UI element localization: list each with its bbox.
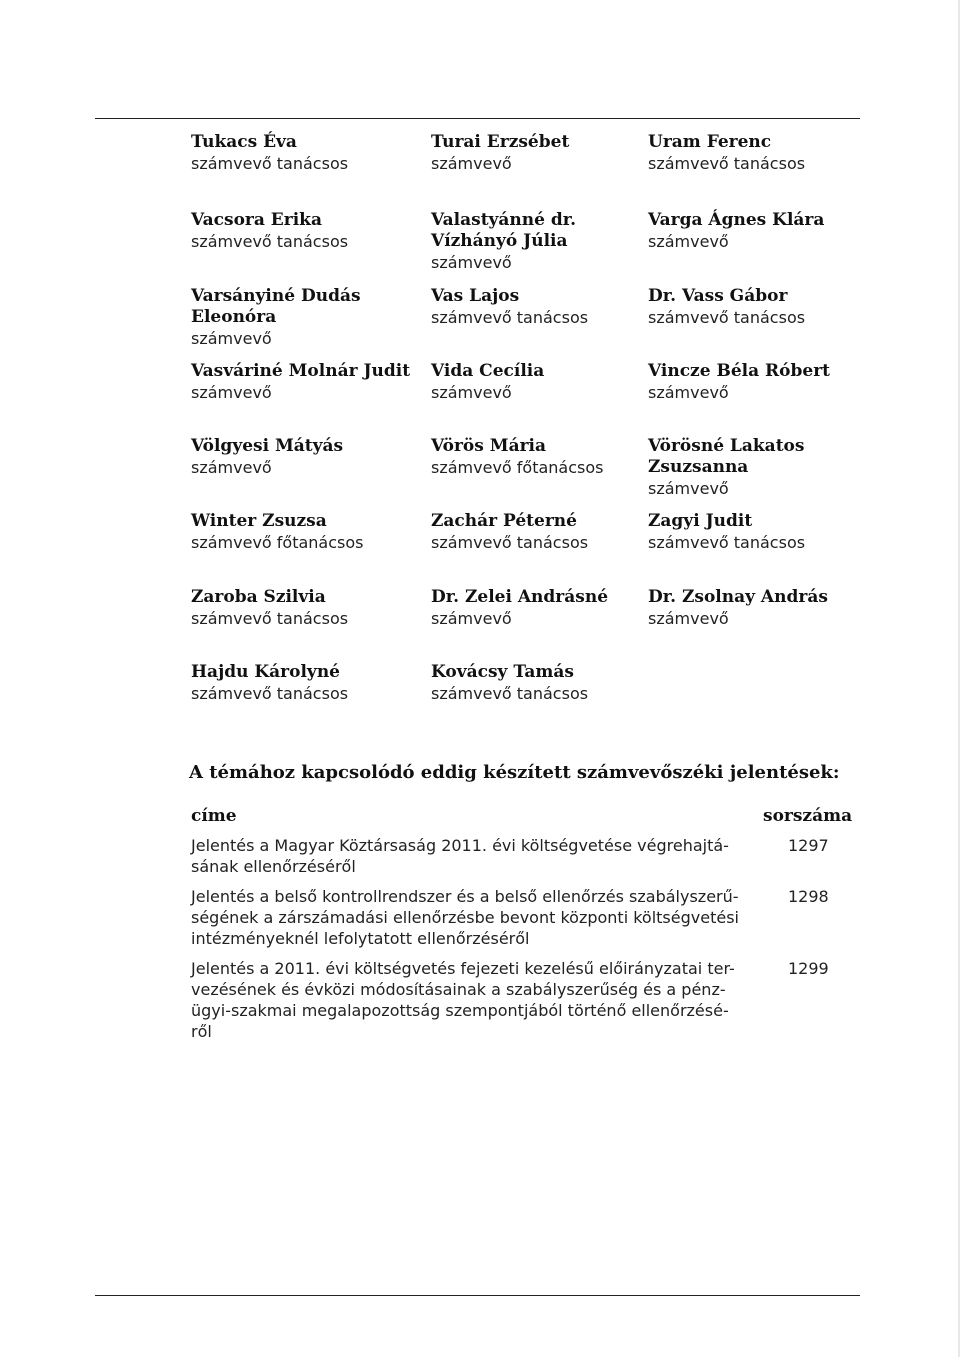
staff-entry xyxy=(191,587,426,629)
staff-entry xyxy=(648,587,883,629)
staff-name: Zagyi Judit xyxy=(648,511,753,531)
staff-role: számvevő tanácsos xyxy=(648,154,806,173)
staff-entry xyxy=(648,511,883,553)
staff-entry xyxy=(191,511,426,553)
staff-entry xyxy=(191,132,426,174)
staff-entry xyxy=(431,361,666,403)
staff-name: Zaroba Szilvia xyxy=(191,587,326,607)
staff-role: számvevő tanácsos xyxy=(431,533,589,552)
staff-name: Dr. Vass Gábor xyxy=(648,286,788,306)
staff-role: számvevő tanácsos xyxy=(431,308,589,327)
staff-role: számvevő xyxy=(191,383,272,402)
staff-entry xyxy=(431,436,666,478)
staff-entry xyxy=(431,132,666,174)
staff-name: Uram Ferenc xyxy=(648,132,772,152)
staff-role: számvevő főtanácsos xyxy=(191,533,364,552)
staff-name: Hajdu Károlyné xyxy=(191,662,340,682)
staff-name: Völgyesi Mátyás xyxy=(191,436,344,456)
staff-role: számvevő tanácsos xyxy=(191,609,349,628)
report-title: Jelentés a 2011. évi költségvetés fejezeti kezelésű előirányzatai ter- vezésének és évközi módosításainak a szabályszerűség és a pénz- ügyi-szakmai megalapozottság szempontjából történő ellenőrzésé- ről xyxy=(191,959,735,1041)
staff-role: számvevő tanácsos xyxy=(191,154,349,173)
staff-name: Vas Lajos xyxy=(431,286,520,306)
staff-name: Dr. Zelei Andrásné xyxy=(431,587,609,607)
reports-heading: A témához kapcsolódó eddig készített számvevőszéki jelentések: xyxy=(189,762,840,783)
staff-entry xyxy=(191,662,426,704)
staff-name: Dr. Zsolnay András xyxy=(648,587,828,607)
staff-entry xyxy=(431,286,666,328)
staff-entry xyxy=(191,436,426,478)
staff-role: számvevő xyxy=(648,383,729,402)
staff-entry xyxy=(431,587,666,629)
bottom-rule xyxy=(95,1295,860,1296)
staff-name: Vida Cecília xyxy=(431,361,545,381)
staff-name: Vörösné Lakatos Zsuzsanna xyxy=(648,436,805,477)
staff-role: számvevő tanácsos xyxy=(191,684,349,703)
report-title: Jelentés a Magyar Köztársaság 2011. évi költségvetése végrehajtá- sának ellenőrzéséről xyxy=(191,836,729,876)
staff-name: Zachár Péterné xyxy=(431,511,577,531)
top-rule xyxy=(95,118,860,119)
staff-role: számvevő xyxy=(431,383,512,402)
staff-role: számvevő xyxy=(648,479,729,498)
staff-name: Turai Erzsébet xyxy=(431,132,570,152)
staff-name: Vacsora Erika xyxy=(191,210,322,230)
staff-entry xyxy=(648,436,883,499)
staff-role: számvevő tanácsos xyxy=(648,533,806,552)
column-title-label: címe xyxy=(191,806,237,826)
column-number-label: sorszáma xyxy=(763,806,853,826)
staff-entry xyxy=(431,662,666,704)
staff-role: számvevő xyxy=(648,609,729,628)
staff-name: Tukacs Éva xyxy=(191,132,297,152)
staff-role: számvevő tanácsos xyxy=(648,308,806,327)
staff-entry xyxy=(648,361,883,403)
report-title: Jelentés a belső kontrollrendszer és a belső ellenőrzés szabályszerű- ségének a zárszámadási ellenőrzésbe bevont központi költségvetési intézményeknél lefolytatott ellenőrzéséről xyxy=(191,887,739,948)
report-number: 1299 xyxy=(788,959,829,978)
staff-entry xyxy=(431,210,666,273)
staff-name: Varsányiné Dudás Eleonóra xyxy=(191,286,361,327)
staff-entry xyxy=(648,210,883,252)
report-number: 1298 xyxy=(788,887,829,906)
staff-entry xyxy=(191,210,426,252)
staff-role: számvevő xyxy=(431,609,512,628)
staff-name: Winter Zsuzsa xyxy=(191,511,327,531)
staff-role: számvevő tanácsos xyxy=(431,684,589,703)
staff-name: Vasváriné Molnár Judit xyxy=(191,361,411,381)
staff-role: számvevő xyxy=(431,253,512,272)
staff-role: számvevő tanácsos xyxy=(191,232,349,251)
staff-entry xyxy=(648,286,883,328)
staff-entry xyxy=(191,361,426,403)
staff-role: számvevő xyxy=(191,329,272,348)
staff-role: számvevő főtanácsos xyxy=(431,458,604,477)
staff-name: Varga Ágnes Klára xyxy=(648,210,825,230)
staff-role: számvevő xyxy=(431,154,512,173)
report-number: 1297 xyxy=(788,836,829,855)
staff-entry xyxy=(191,286,426,349)
staff-entry xyxy=(431,511,666,553)
staff-entry xyxy=(648,132,883,174)
staff-name: Vörös Mária xyxy=(431,436,547,456)
staff-name: Kovácsy Tamás xyxy=(431,662,574,682)
staff-name: Valastyánné dr. Vízhányó Júlia xyxy=(431,210,577,251)
staff-role: számvevő xyxy=(191,458,272,477)
staff-name: Vincze Béla Róbert xyxy=(648,361,831,381)
staff-role: számvevő xyxy=(648,232,729,251)
